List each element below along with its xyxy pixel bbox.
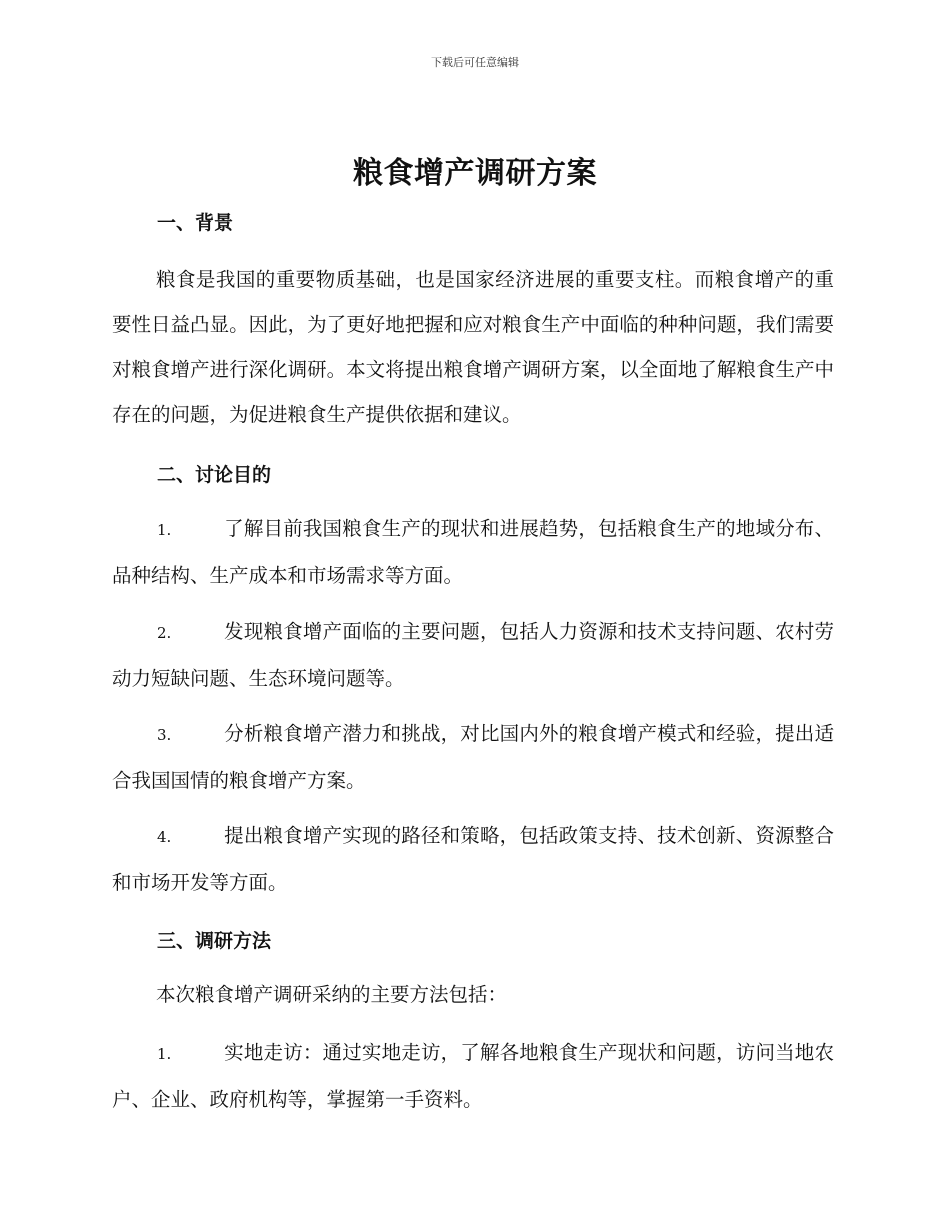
list-item-text: 发现粮食增产面临的主要问题，包括人力资源和技术支持问题、农村劳动力短缺问题、生态环境问题等。	[112, 620, 834, 690]
list-item-number: 4.	[157, 828, 172, 846]
list-item-number: 2.	[157, 624, 172, 642]
section-intro-methods: 本次粮食增产调研采纳的主要方法包括：	[156, 983, 508, 1006]
list-item-text: 了解目前我国粮食生产的现状和进展趋势，包括粮食生产的地域分布、品种结构、生产成本和市场需求等方面。	[112, 517, 834, 587]
page-header-note: 下载后可任意编辑	[431, 56, 519, 69]
list-item-number: 3.	[157, 726, 172, 744]
list-item-text: 实地走访：通过实地走访，了解各地粮食生产现状和问题，访问当地农户、企业、政府机构等，掌握第一手资料。	[112, 1041, 834, 1111]
document-title: 粮食增产调研方案	[353, 156, 597, 191]
list-item	[112, 711, 834, 803]
section-heading-objectives: 二、讨论目的	[157, 464, 272, 486]
list-item	[112, 609, 834, 701]
list-item-number: 1.	[157, 1045, 172, 1063]
section-heading-methods: 三、调研方法	[157, 930, 272, 952]
section-paragraph-background: 粮食是我国的重要物质基础，也是国家经济进展的重要支柱。而粮食增产的重要性日益凸显。因此，为了更好地把握和应对粮食生产中面临的种种问题，我们需要对粮食增产进行深化调研。本文将提出粮食增产调研方案，以全面地了解粮食生产中存在的问题，为促进粮食生产提供依据和建议。	[112, 268, 834, 426]
section-heading-background: 一、背景	[157, 212, 234, 234]
list-item-text: 提出粮食增产实现的路径和策略，包括政策支持、技术创新、资源整合和市场开发等方面。	[112, 824, 834, 894]
list-item-number: 1.	[157, 521, 172, 539]
list-item	[112, 506, 834, 598]
list-item	[112, 1030, 834, 1122]
list-item	[112, 813, 834, 905]
list-item-text: 分析粮食增产潜力和挑战，对比国内外的粮食增产模式和经验，提出适合我国国情的粮食增产方案。	[112, 722, 834, 792]
